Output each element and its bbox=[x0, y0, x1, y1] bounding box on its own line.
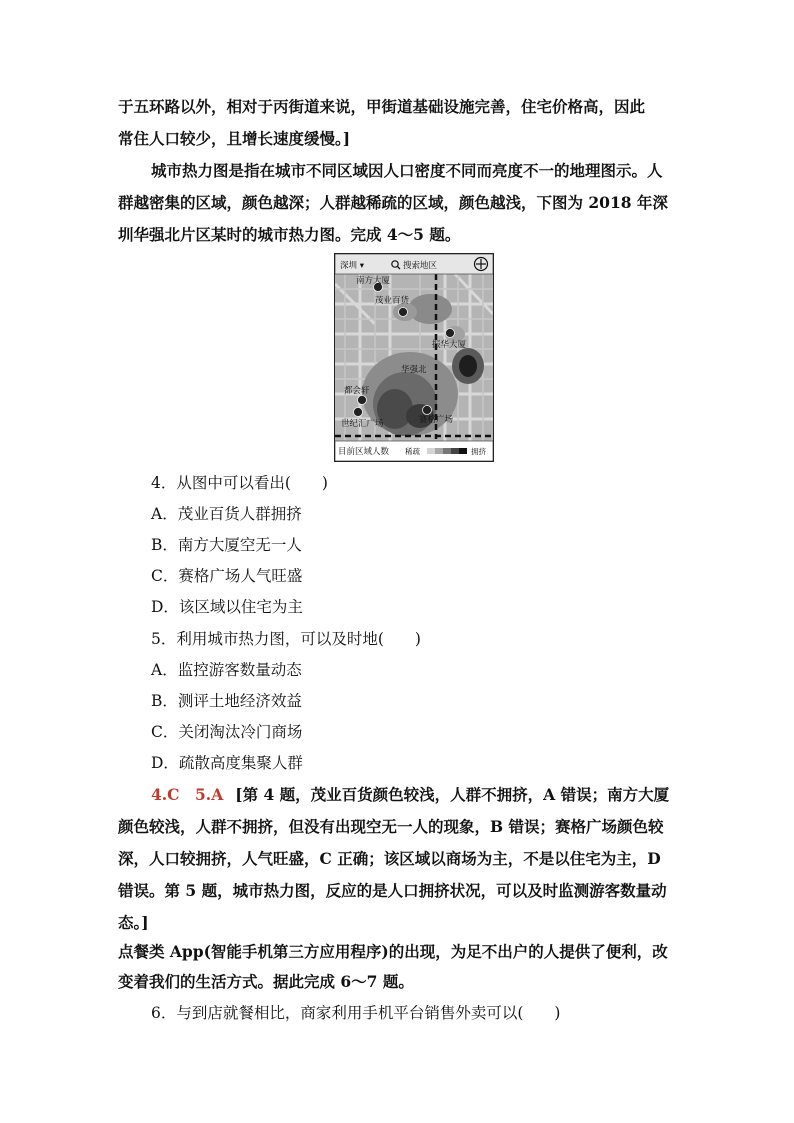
q6-stem: 6．与到店就餐相比，商家利用手机平台销售外卖可以( ) bbox=[151, 1004, 561, 1022]
q5-option-a[interactable]: A．监控游客数量动态 bbox=[151, 661, 302, 679]
q5-option-b[interactable]: B．测评土地经济效益 bbox=[151, 692, 302, 710]
legend-high: 拥挤 bbox=[471, 447, 486, 456]
plus-circle-icon[interactable] bbox=[475, 258, 488, 271]
heat-map-svg bbox=[335, 254, 493, 461]
passage2-line-1: 点餐类 App(智能手机第三方应用程序)的出现，为足不出户的人提供了便利，改 bbox=[118, 942, 668, 961]
explanation-line-2: 常住人口较少，且增长速度缓慢。] bbox=[118, 129, 351, 148]
q5-option-c[interactable]: C．关闭淘汰冷门商场 bbox=[151, 723, 303, 741]
legend-swatch-3 bbox=[443, 448, 451, 454]
label-shiji: 世纪汇广场 bbox=[341, 419, 384, 429]
passage2-line-2: 变着我们的生活方式。据此完成 6～7 题。 bbox=[118, 972, 414, 991]
answer-line-1 bbox=[151, 785, 669, 805]
label-saige: 赛格广场 bbox=[419, 415, 454, 425]
answer-line-5: 态。] bbox=[118, 913, 149, 932]
label-nanfang: 南方大厦 bbox=[356, 276, 391, 286]
q4-option-b[interactable]: B．南方大厦空无一人 bbox=[151, 536, 302, 554]
passage-line-1: 城市热力图是指在城市不同区域因人口密度不同而亮度不一的地理图示。人 bbox=[151, 161, 663, 180]
legend-swatch-4 bbox=[451, 448, 459, 454]
answer-line-3: 深，人口较拥挤，人气旺盛，C 正确；该区域以商场为主，不是以住宅为主，D bbox=[118, 849, 661, 868]
map-city-selector[interactable]: 深圳 ▾ bbox=[340, 261, 364, 271]
map-search-text[interactable]: 搜索地区 bbox=[403, 261, 438, 271]
legend-title: 目前区域人数 bbox=[338, 447, 390, 457]
label-dumeihui: 都会轩 bbox=[344, 386, 370, 396]
city-heat-map bbox=[334, 253, 494, 462]
legend-swatch-5 bbox=[459, 448, 467, 454]
q4-stem: 4．从图中可以看出( ) bbox=[151, 474, 328, 492]
answer-line-2: 颜色较浅，人群不拥挤，但没有出现空无一人的现象，B 错误；赛格广场颜色较 bbox=[118, 817, 664, 836]
pin-dumeihui[interactable] bbox=[358, 396, 367, 405]
answer-key: 4.C 5.A bbox=[151, 785, 224, 804]
legend-swatch-1 bbox=[427, 448, 435, 454]
pin-zhenhua[interactable] bbox=[446, 329, 455, 338]
pin-shiji[interactable] bbox=[354, 408, 363, 417]
passage-line-2: 群越密集的区域，颜色越深；人群越稀疏的区域，颜色越浅，下图为 2018 年深 bbox=[118, 193, 668, 212]
pin-saige[interactable] bbox=[423, 406, 432, 415]
answer-text-1: [第 4 题，茂业百货颜色较浅，人群不拥挤，A 错误；南方大厦 bbox=[235, 785, 670, 804]
pin-maoye[interactable] bbox=[399, 308, 408, 317]
q4-option-c[interactable]: C．赛格广场人气旺盛 bbox=[151, 567, 303, 585]
label-huaqiangbei: 华强北 bbox=[401, 365, 427, 375]
explanation-line-1: 于五环路以外，相对于丙街道来说，甲街道基础设施完善，住宅价格高，因此 bbox=[118, 97, 646, 116]
label-zhenhua: 振华大厦 bbox=[432, 340, 467, 350]
q5-stem: 5．利用城市热力图，可以及时地( ) bbox=[151, 630, 421, 648]
legend-low: 稀疏 bbox=[405, 447, 420, 456]
label-maoye: 茂业百货 bbox=[375, 296, 410, 306]
legend-swatch-2 bbox=[435, 448, 443, 454]
q4-option-a[interactable]: A．茂业百货人群拥挤 bbox=[151, 505, 302, 523]
passage-line-3: 圳华强北片区某时的城市热力图。完成 4～5 题。 bbox=[118, 225, 461, 244]
q5-option-d[interactable]: D．疏散高度集聚人群 bbox=[151, 754, 303, 772]
answer-line-4: 错误。第 5 题，城市热力图，反应的是人口拥挤状况，可以及时监测游客数量动 bbox=[118, 881, 667, 900]
q4-option-d[interactable]: D．该区域以住宅为主 bbox=[151, 598, 303, 616]
